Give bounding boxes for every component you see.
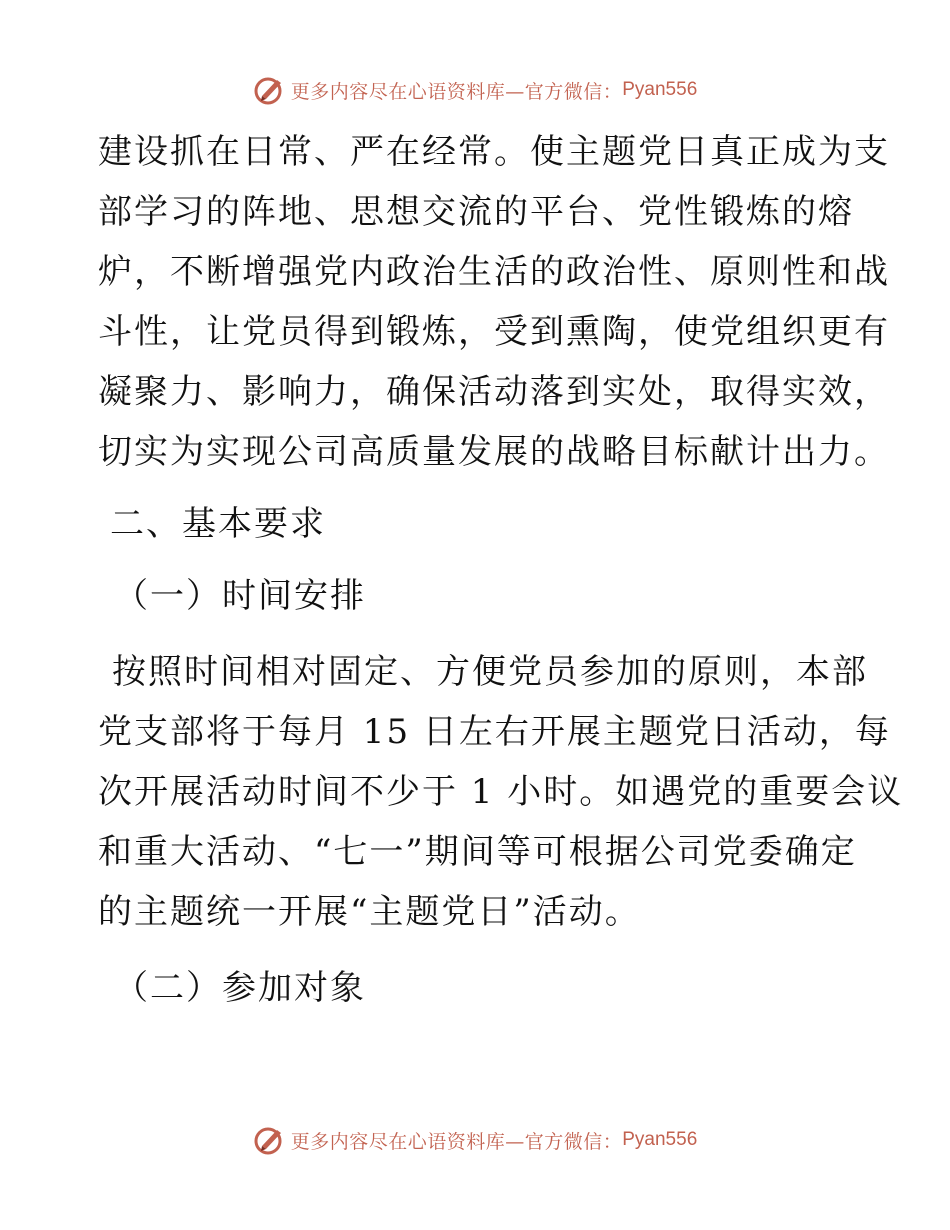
watermark-text: 更多内容尽在心语资料库—官方微信：: [290, 80, 623, 103]
paragraph-line: 的主题统一开展“主题党日”活动。: [98, 892, 641, 932]
brand-logo-icon: [253, 1124, 285, 1156]
watermark-wechat-id: Pyan556: [622, 1129, 698, 1150]
subsection-heading: （二）参加对象: [114, 968, 366, 1008]
brand-logo-icon: [253, 74, 285, 106]
paragraph-line: 炉，不断增强党内政治生活的政治性、原则性和战: [98, 252, 890, 292]
paragraph-line: 切实为实现公司高质量发展的战略目标献计出力。: [98, 432, 890, 472]
paragraph-line: 部学习的阵地、思想交流的平台、党性锻炼的熔: [98, 192, 854, 232]
watermark-text: 更多内容尽在心语资料库—官方微信：: [290, 1130, 623, 1153]
paragraph-line: 建设抓在日常、严在经常。使主题党日真正成为支: [98, 132, 890, 172]
section-heading: 二、基本要求: [110, 504, 326, 544]
paragraph-line: 凝聚力、影响力，确保活动落到实处，取得实效，: [98, 372, 890, 412]
header-watermark: [0, 70, 950, 110]
subsection-heading: （一）时间安排: [114, 576, 366, 616]
paragraph-line: 斗性，让党员得到锻炼，受到熏陶，使党组织更有: [98, 312, 890, 352]
document-body: [98, 122, 904, 1018]
paragraph-line: 和重大活动、“七一”期间等可根据公司党委确定: [98, 832, 857, 872]
watermark-wechat-id: Pyan556: [622, 79, 698, 100]
paragraph-line: 按照时间相对固定、方便党员参加的原则，本部: [112, 652, 868, 692]
paragraph-line: 次开展活动时间不少于 1 小时。如遇党的重要会议: [98, 772, 904, 812]
paragraph-line: 党支部将于每月 15 日左右开展主题党日活动，每: [98, 712, 891, 752]
footer-watermark: [0, 1120, 950, 1160]
